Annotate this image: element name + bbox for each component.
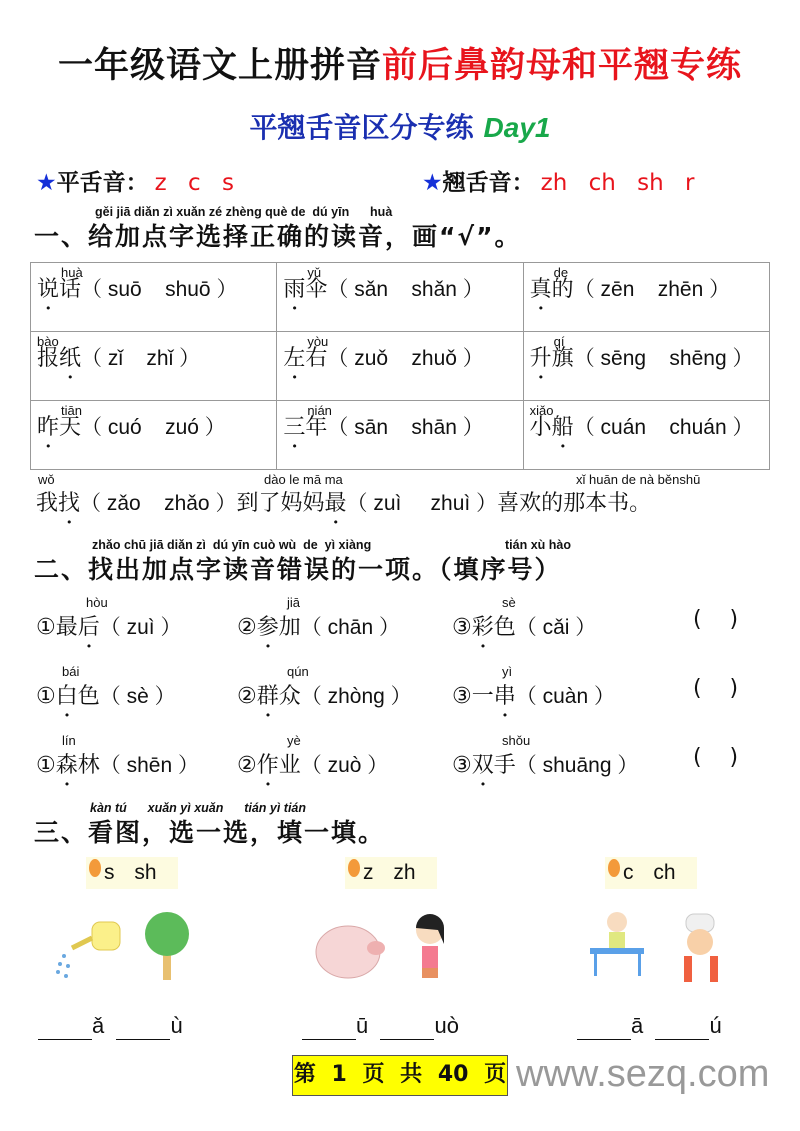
worksheet-title (0, 44, 800, 88)
table-cell (523, 401, 769, 470)
dotted-char: 纸 (59, 346, 82, 371)
question-item (237, 595, 400, 653)
option-2[interactable]: shuō (165, 278, 211, 301)
dotted-char: 说 (37, 277, 60, 302)
option-2[interactable]: chuán (669, 416, 727, 439)
blank-group-3 (577, 1012, 722, 1040)
flat-tongue-line (36, 168, 234, 198)
reading: （ zhòng ） (300, 685, 412, 708)
option-group[interactable]: （ sǎn shǎn ） (327, 278, 484, 301)
char: 的 (551, 277, 574, 302)
item-number: ③ (452, 615, 472, 640)
table-cell (31, 332, 277, 401)
subtitle-day: Day1 (483, 112, 551, 143)
blank-group-1 (38, 1012, 183, 1040)
char: 我 (36, 491, 59, 516)
answer-parentheses[interactable]: ( ) (693, 676, 739, 701)
option-1[interactable]: sǎn (354, 278, 389, 301)
char: 众 (278, 684, 301, 709)
item-number: ② (237, 753, 257, 778)
option-1[interactable]: suō (107, 278, 142, 301)
dotted-char: 升 (529, 346, 552, 371)
blank-group-2 (302, 1012, 459, 1040)
retroflex-label: 翘舌音： (442, 170, 535, 196)
option-1[interactable]: zǎo (106, 492, 141, 515)
option-group[interactable]: （ zuǒ zhuǒ ） (327, 347, 484, 370)
option-group[interactable]: （ sān shān ） (327, 416, 484, 439)
item-number: ② (237, 684, 257, 709)
pinyin: sè (502, 595, 516, 610)
table-cell (277, 263, 523, 332)
question-item (36, 664, 176, 722)
sentence-pinyin: xǐ huān de nà běnshū (576, 472, 701, 487)
pinyin: hòu (86, 595, 108, 610)
gourd-icon (89, 859, 101, 877)
option-1[interactable]: zǐ (107, 347, 124, 370)
option-group[interactable]: （ sēng shēng ） (573, 347, 754, 370)
option-1[interactable]: sān (354, 416, 389, 439)
question-item (237, 733, 389, 791)
question-item (452, 664, 615, 722)
star-icon: ★ (36, 170, 57, 196)
flat-tongue-label: 平舌音： (56, 170, 149, 196)
reading-text: cǎi (542, 616, 570, 639)
dotted-char: 彩 (471, 615, 494, 640)
question-item (36, 733, 199, 791)
section1-pinyin: gěi jiā diǎn zì xuǎn zé zhèng què de dú yīn huà (95, 205, 393, 219)
table-row (31, 332, 770, 401)
item-number: ③ (452, 684, 472, 709)
char: 话 (59, 277, 82, 302)
section3-pinyin: kàn tú xuǎn yì xuǎn tián yì tián (90, 801, 307, 815)
dotted-char: 白 (55, 684, 78, 709)
reading: （ cuàn ） (515, 685, 615, 708)
reading-text: cuàn (542, 685, 589, 708)
pinyin: huà (61, 265, 83, 280)
dotted-char: 左 (283, 346, 306, 371)
final-text: ā (631, 1013, 644, 1038)
reading: （ cǎi ） (515, 616, 597, 639)
text: 喜欢的那本书。 (497, 491, 652, 516)
title-red: 前后鼻韵母和平翘专练 (382, 46, 743, 86)
table-cell (277, 332, 523, 401)
question-item (36, 595, 182, 653)
item-number: ① (36, 684, 56, 709)
answer-blank[interactable] (655, 1018, 709, 1040)
reading: （ shēn ） (99, 754, 199, 777)
title-black: 一年级语文上册拼音 (57, 46, 382, 86)
section2-pinyin: zhǎo chū jiā diǎn zì dú yīn cuò wù de yì xiàng (92, 538, 372, 552)
pinyin: jiā (287, 595, 301, 610)
dotted-char: 真 (529, 277, 552, 302)
reading: （ zuò ） (300, 754, 389, 777)
char: 年 (305, 415, 328, 440)
option-1[interactable]: cuán (600, 416, 647, 439)
option-1[interactable]: sēng (600, 347, 647, 370)
reading: （ shuāng ） (515, 754, 639, 777)
pinyin: de (553, 265, 569, 280)
reading-text: zuì (126, 616, 155, 639)
section1-heading: 一、给加点字选择正确的读音，画“√”。 (34, 222, 522, 251)
item-number: ③ (452, 753, 472, 778)
label-text: s sh (104, 861, 157, 884)
answer-blank[interactable] (302, 1018, 356, 1040)
dotted-char: 双 (471, 753, 494, 778)
girl-wiping-table-picture (590, 912, 644, 976)
reading-text: chān (327, 616, 374, 639)
char: 一 (471, 684, 494, 709)
char: 伞 (305, 277, 328, 302)
pinyin: xiǎo (529, 403, 554, 418)
dotted-char: 雨 (283, 277, 306, 302)
pinyin: shǒu (502, 733, 531, 748)
chef-picture (684, 914, 718, 982)
option-1[interactable]: zuì (373, 492, 402, 515)
option-2[interactable]: zhǎo (164, 492, 210, 515)
item-number: ② (237, 615, 257, 640)
answer-blank[interactable] (116, 1018, 170, 1040)
star-icon: ★ (422, 170, 443, 196)
label-text: z zh (363, 861, 416, 884)
reading-text: shuāng (542, 754, 612, 777)
question-item (452, 595, 597, 653)
dotted-char: 参 (256, 615, 279, 640)
table-cell (523, 332, 769, 401)
char: 林 (77, 753, 100, 778)
answer-blank[interactable] (38, 1018, 92, 1040)
text: 到了妈妈 (236, 491, 325, 516)
pinyin: yè (287, 733, 301, 748)
gourd-icon (608, 859, 620, 877)
section2-pinyin: tián xù hào (505, 538, 571, 552)
girl-sitting-picture (416, 914, 444, 978)
pinyin: bái (62, 664, 80, 679)
table-cell (523, 263, 769, 332)
answer-blank[interactable] (577, 1018, 631, 1040)
final-text: ú (709, 1013, 722, 1038)
subtitle-text: 平翘舌音区分专练 (249, 111, 474, 144)
page-indicator: 第 1 页 共 40 页 (292, 1055, 508, 1096)
reading: （ sè ） (99, 685, 176, 708)
pinyin: qí (553, 334, 565, 349)
dotted-char: 串 (493, 684, 516, 709)
tree-picture (145, 912, 189, 980)
reading: （ zuì ） (99, 616, 182, 639)
question-item (452, 733, 639, 791)
label-text: c ch (623, 861, 676, 884)
option-2[interactable]: zhuǒ (411, 347, 457, 370)
option-2[interactable]: zhǐ (146, 347, 174, 370)
dotted-char: 作 (256, 753, 279, 778)
dotted-char: 找 (58, 491, 81, 516)
gourd-icon (348, 859, 360, 877)
pinyin: yòu (307, 334, 329, 349)
dotted-char: 最 (324, 491, 347, 516)
table-row (31, 401, 770, 470)
choice-label-c-ch (605, 857, 697, 889)
sentence-line (36, 490, 651, 529)
section1-table (30, 262, 770, 470)
option-2[interactable]: shēng (669, 347, 727, 370)
reading-text: zuò (327, 754, 362, 777)
pinyin: lín (62, 733, 76, 748)
char: 手 (493, 753, 516, 778)
char: 报 (37, 346, 60, 371)
watering-can-picture (56, 922, 120, 978)
option-2[interactable]: shān (411, 416, 457, 439)
dotted-char: 群 (256, 684, 279, 709)
sentence-pinyin: wǒ (38, 472, 55, 487)
reading: （ chān ） (300, 616, 400, 639)
question-item (237, 664, 412, 722)
section3-pictures (0, 900, 800, 1000)
char: 右 (305, 346, 328, 371)
section3-heading: 三、看图，选一选，填一填。 (34, 818, 386, 847)
char: 旗 (551, 346, 574, 371)
answer-blank[interactable] (380, 1018, 434, 1040)
choice-label-s-sh (86, 857, 178, 889)
table-cell (277, 401, 523, 470)
option-2[interactable]: zhēn (657, 278, 704, 301)
reading-text: shēn (126, 754, 173, 777)
option-group[interactable]: （ zǐ zhǐ ） (81, 347, 201, 370)
pinyin: yǔ (307, 265, 322, 280)
table-row (31, 263, 770, 332)
char: 天 (59, 415, 82, 440)
item-number: ① (36, 753, 56, 778)
dotted-char: 船 (551, 415, 574, 440)
option-2[interactable]: zuó (165, 416, 199, 439)
option-group[interactable]: （ cuó zuó ） (81, 416, 226, 439)
char: 色 (77, 684, 100, 709)
answer-parentheses[interactable]: ( ) (693, 745, 739, 770)
dotted-char: 森 (55, 753, 78, 778)
option-group[interactable]: （ suō shuō ） (81, 278, 238, 301)
option-group[interactable]: （ zǎo zhǎo ） (80, 492, 237, 515)
pinyin: bào (37, 334, 59, 349)
dotted-char: 后 (77, 615, 100, 640)
reading-text: sè (126, 685, 149, 708)
sentence-pinyin: dào le mā ma (264, 472, 343, 487)
option-2[interactable]: zhuì (430, 492, 471, 515)
pinyin: tiān (61, 403, 82, 418)
option-group[interactable]: （ zuì zhuì ） (346, 492, 498, 515)
table-cell (31, 263, 277, 332)
pig-picture (316, 926, 385, 978)
subtitle (0, 110, 800, 146)
pinyin: nián (307, 403, 332, 418)
choice-label-z-zh (345, 857, 437, 889)
option-group[interactable]: （ zēn zhēn ） (573, 278, 731, 301)
retroflex-letters: zh ch sh r (540, 170, 695, 196)
char: 色 (493, 615, 516, 640)
reading-text: zhòng (327, 685, 385, 708)
dotted-char: 昨 (37, 415, 60, 440)
char: 加 (278, 615, 301, 640)
section2-heading: 二、找出加点字读音错误的一项。（填序号） (34, 555, 562, 584)
answer-parentheses[interactable]: ( ) (693, 607, 739, 632)
option-1[interactable]: cuó (107, 416, 142, 439)
char: 业 (278, 753, 301, 778)
final-text: uò (434, 1013, 459, 1038)
option-1[interactable]: zuǒ (354, 347, 389, 370)
option-1[interactable]: zēn (600, 278, 635, 301)
flat-tongue-letters: z c s (154, 170, 234, 196)
option-2[interactable]: shǎn (411, 278, 457, 301)
retroflex-line (422, 168, 694, 198)
final-text: ù (170, 1013, 183, 1038)
dotted-char: 三 (283, 415, 306, 440)
watermark: www.sezq.com (516, 1053, 770, 1095)
item-number: ① (36, 615, 56, 640)
char: 小 (529, 415, 552, 440)
pinyin: qún (287, 664, 309, 679)
pinyin: yì (502, 664, 513, 679)
final-text: ǎ (92, 1013, 105, 1038)
char: 最 (55, 615, 78, 640)
option-group[interactable]: （ cuán chuán ） (573, 416, 754, 439)
table-cell (31, 401, 277, 470)
final-text: ū (356, 1013, 369, 1038)
